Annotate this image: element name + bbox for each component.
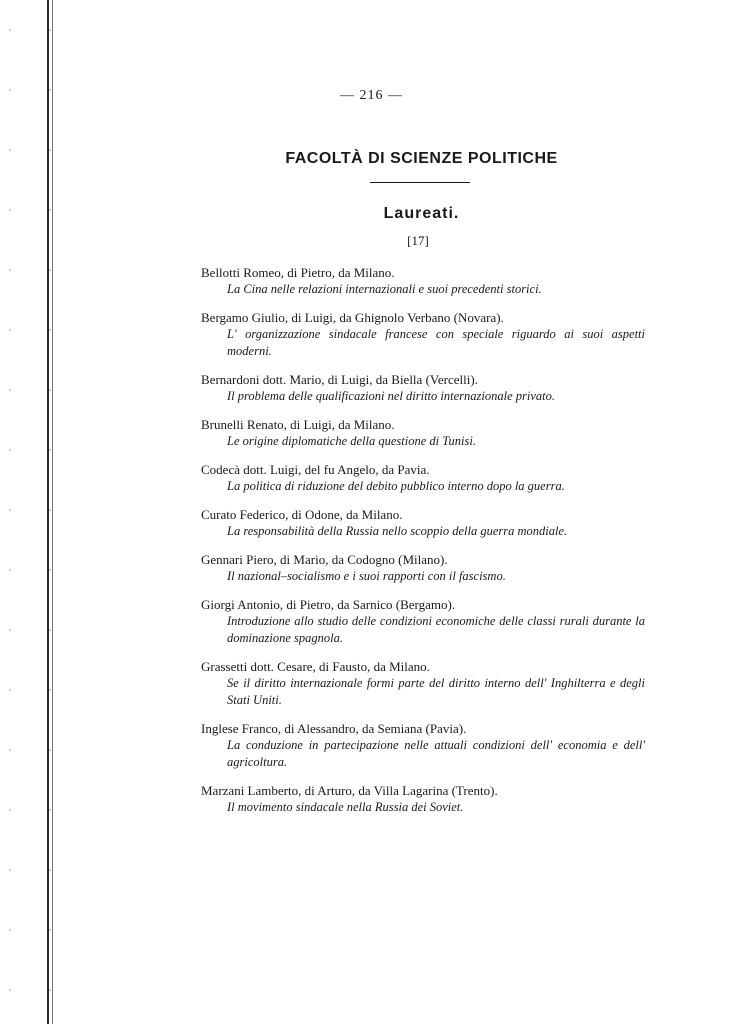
faculty-title: FACOLTÀ DI SCIENZE POLITICHE <box>285 150 558 167</box>
thesis-title: La responsabilità della Russia nello scoppio della guerra mondiale. <box>227 524 568 538</box>
thesis-title: Il problema delle qualificazioni nel diritto internazionale privato. <box>227 389 555 403</box>
list-item <box>201 416 645 450</box>
list-item <box>201 371 645 405</box>
graduate-name: Bergamo Giulio, di Luigi, da Ghignolo Verbano (Novara). <box>201 310 504 325</box>
list-item <box>201 551 645 585</box>
graduate-name: Bernardoni dott. Mario, di Luigi, da Biella (Vercelli). <box>201 372 478 387</box>
graduate-name: Curato Federico, di Odone, da Milano. <box>201 507 403 522</box>
thesis-title: Se il diritto internazionale formi parte del diritto interno dell' Inghilterra e degli Stati Uniti. <box>227 676 645 707</box>
graduate-name: Grassetti dott. Cesare, di Fausto, da Milano. <box>201 659 430 674</box>
list-item <box>201 461 645 495</box>
list-item <box>201 658 645 709</box>
graduate-name: Inglese Franco, di Alessandro, da Semiana (Pavia). <box>201 721 467 736</box>
thesis-title: Il nazional–socialismo e i suoi rapporti con il fascismo. <box>227 569 506 583</box>
graduate-name: Codecà dott. Luigi, del fu Angelo, da Pavia. <box>201 462 430 477</box>
thesis-title: Introduzione allo studio delle condizioni economiche delle classi rurali durante la dominazione spagnola. <box>227 614 645 645</box>
graduate-name: Marzani Lamberto, di Arturo, da Villa Lagarina (Trento). <box>201 783 498 798</box>
graduate-name: Brunelli Renato, di Luigi, da Milano. <box>201 417 395 432</box>
list-item <box>201 506 645 540</box>
title-rule <box>370 182 470 183</box>
section-title: Laureati. <box>383 205 460 222</box>
thesis-title: La conduzione in partecipazione nelle attuali condizioni dell' economia e dell' agricoltura. <box>227 738 645 769</box>
page-number: — 216 — <box>340 88 403 103</box>
list-item <box>201 596 645 647</box>
graduate-name: Bellotti Romeo, di Pietro, da Milano. <box>201 265 395 280</box>
graduate-name: Gennari Piero, di Mario, da Codogno (Milano). <box>201 552 448 567</box>
thesis-title: La Cina nelle relazioni internazionali e suoi precedenti storici. <box>227 282 542 296</box>
thesis-title: La politica di riduzione del debito pubblico interno dopo la guerra. <box>227 479 565 493</box>
list-item <box>201 720 645 771</box>
thesis-title: L' organizzazione sindacale francese con speciale riguardo ai suoi aspetti moderni. <box>227 327 645 358</box>
graduate-list <box>201 264 645 827</box>
graduate-name: Giorgi Antonio, di Pietro, da Sarnico (Bergamo). <box>201 597 456 612</box>
thesis-title: Il movimento sindacale nella Russia dei Soviet. <box>227 800 464 814</box>
graduate-count: [17] <box>407 233 429 248</box>
list-item <box>201 782 645 816</box>
thesis-title: Le origine diplomatiche della questione di Tunisi. <box>227 434 476 448</box>
list-item <box>201 264 645 298</box>
list-item <box>201 309 645 360</box>
